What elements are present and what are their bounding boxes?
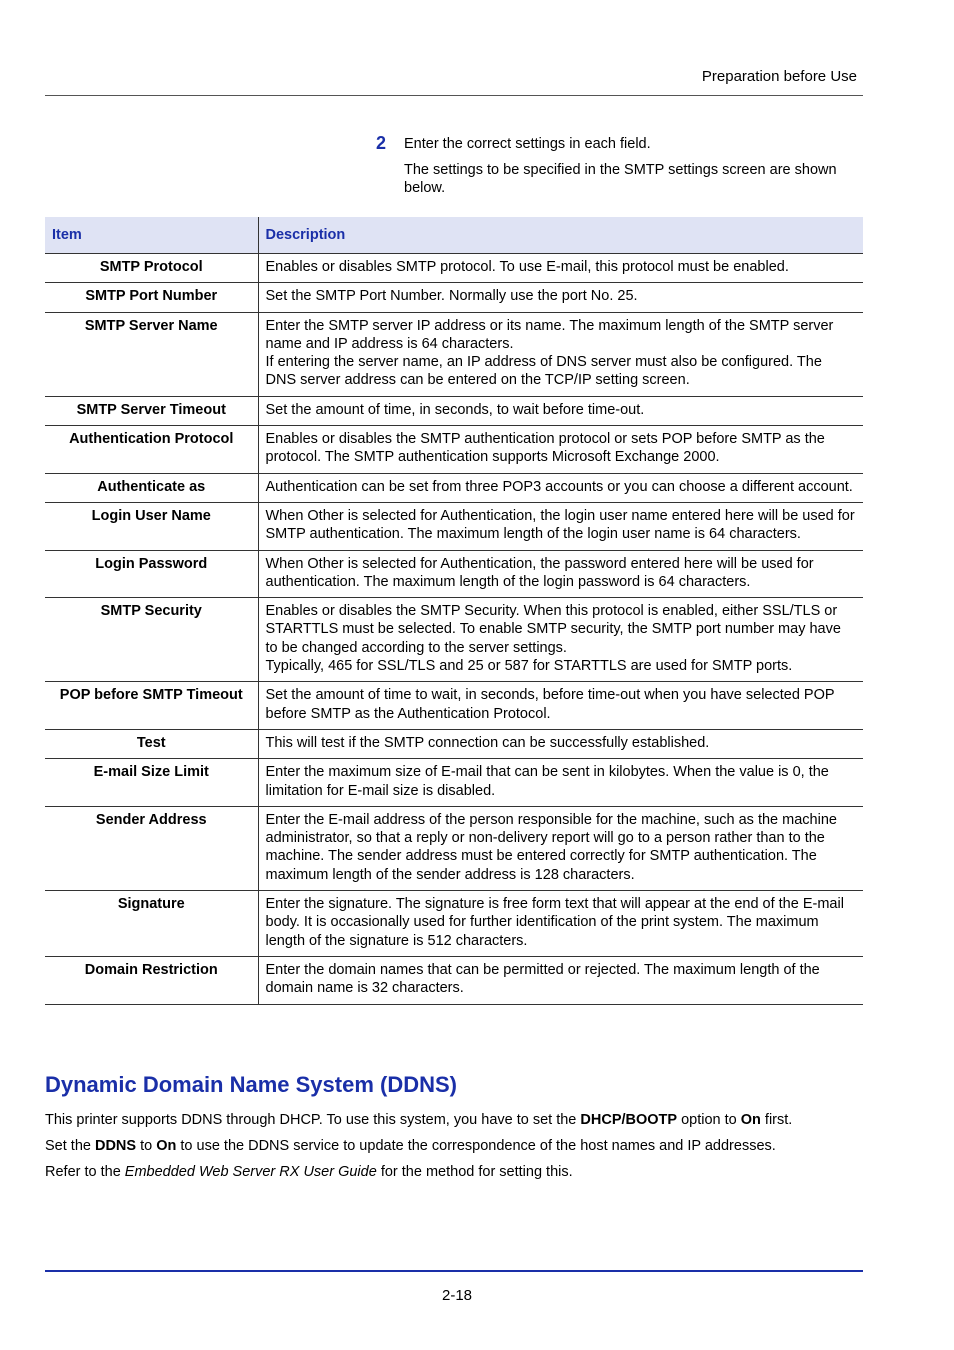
p1-text-a: This printer supports DDNS through DHCP. To use this system, you have to set the xyxy=(45,1112,581,1128)
p3-guide-title: Embedded Web Server RX User Guide xyxy=(124,1164,377,1180)
table-row xyxy=(45,598,863,682)
section-heading-ddns: Dynamic Domain Name System (DDNS) xyxy=(45,1072,458,1097)
header-divider xyxy=(45,95,863,96)
column-header-item: Item xyxy=(45,217,258,254)
running-header: Preparation before Use xyxy=(701,68,857,85)
table-row xyxy=(45,312,863,396)
smtp-settings-table xyxy=(45,217,863,1005)
column-header-description: Description xyxy=(258,217,863,254)
table-row xyxy=(45,426,863,474)
table-row xyxy=(45,550,863,598)
p3-text-c: for the method for setting this. xyxy=(376,1164,573,1180)
row-item-name: SMTP Server Name xyxy=(45,312,258,396)
row-item-name: E-mail Size Limit xyxy=(45,759,258,807)
row-item-name: Test xyxy=(45,729,258,758)
row-description: Set the amount of time to wait, in seconds, before time-out when you have selected POP before SMTP as the Authentication Protocol. xyxy=(258,682,863,730)
table-row xyxy=(45,473,863,502)
p2-text-c: to xyxy=(136,1138,157,1154)
table-row xyxy=(45,254,863,283)
row-description: Authentication can be set from three POP3 accounts or you can choose a different account. xyxy=(258,473,863,502)
step-note: The settings to be specified in the SMTP settings screen are shown below. xyxy=(404,162,837,196)
row-description: Set the amount of time, in seconds, to wait before time-out. xyxy=(258,396,863,425)
p1-text-e: first. xyxy=(760,1112,793,1128)
row-description: Enter the signature. The signature is free form text that will appear at the end of the E-mail body. It is occasionally used for further identification of the print system. The maximum length of the signature is 512 characters. xyxy=(258,891,863,957)
table-row xyxy=(45,759,863,807)
row-description: Set the SMTP Port Number. Normally use the port No. 25. xyxy=(258,283,863,312)
row-item-name: POP before SMTP Timeout xyxy=(45,682,258,730)
row-description: Enter the domain names that can be permitted or rejected. The maximum length of the domain name is 32 characters. xyxy=(258,956,863,1004)
table-row xyxy=(45,283,863,312)
table-header-row xyxy=(45,217,863,254)
row-description: Enables or disables SMTP protocol. To use E-mail, this protocol must be enabled. xyxy=(258,254,863,283)
row-description: Enter the maximum size of E-mail that can be sent in kilobytes. When the value is 0, the limitation for E-mail size is disabled. xyxy=(258,759,863,807)
table-body xyxy=(45,254,863,1005)
p2-on: On xyxy=(156,1138,177,1154)
step-instruction: Enter the correct settings in each field. xyxy=(404,136,651,152)
p1-dhcp-bootp: DHCP/BOOTP xyxy=(580,1112,678,1128)
table-row xyxy=(45,396,863,425)
row-description: Enables or disables the SMTP authentication protocol or sets POP before SMTP as the protocol. The SMTP authentication supports Microsoft Exchange 2000. xyxy=(258,426,863,474)
ddns-paragraph-2 xyxy=(45,1137,776,1155)
row-item-name: Signature xyxy=(45,891,258,957)
p1-on: On xyxy=(740,1112,761,1128)
row-description: Enter the E-mail address of the person responsible for the machine, such as the machine administrator, so that a reply or non-delivery report will go to a person rather than to the machine. The sender address must be entered correctly for SMTP authentication. The maximum length of the sender address is 128 characters. xyxy=(258,806,863,890)
row-item-name: SMTP Protocol xyxy=(45,254,258,283)
ddns-paragraph-3 xyxy=(45,1163,573,1181)
row-item-name: Domain Restriction xyxy=(45,956,258,1004)
step-number: 2 xyxy=(376,133,387,153)
footer-divider xyxy=(45,1270,863,1272)
row-item-name: Login User Name xyxy=(45,502,258,550)
table-row xyxy=(45,956,863,1004)
row-item-name: Login Password xyxy=(45,550,258,598)
p2-text-e: to use the DDNS service to update the correspondence of the host names and IP addresses. xyxy=(176,1138,776,1154)
table-row xyxy=(45,682,863,730)
p1-text-c: option to xyxy=(677,1112,741,1128)
table-row xyxy=(45,502,863,550)
ddns-paragraph-1 xyxy=(45,1111,792,1129)
p3-text-a: Refer to the xyxy=(45,1164,125,1180)
p2-ddns: DDNS xyxy=(94,1138,137,1154)
row-description: Enter the SMTP server IP address or its name. The maximum length of the SMTP server name and IP address is 64 characters. If entering the server name, an IP address of DNS server must also be configured. The DNS server address can be entered on the TCP/IP setting screen. xyxy=(258,312,863,396)
row-item-name: Authentication Protocol xyxy=(45,426,258,474)
row-item-name: Authenticate as xyxy=(45,473,258,502)
page-number: 2-18 xyxy=(441,1287,473,1304)
row-description: When Other is selected for Authentication, the password entered here will be used for authentication. The maximum length of the login password is 64 characters. xyxy=(258,550,863,598)
table-row xyxy=(45,806,863,890)
row-description: This will test if the SMTP connection can be successfully established. xyxy=(258,729,863,758)
row-item-name: SMTP Security xyxy=(45,598,258,682)
row-description: When Other is selected for Authentication, the login user name entered here will be used for SMTP authentication. The maximum length of the login user name is 64 characters. xyxy=(258,502,863,550)
table-row xyxy=(45,891,863,957)
row-item-name: SMTP Server Timeout xyxy=(45,396,258,425)
row-item-name: SMTP Port Number xyxy=(45,283,258,312)
row-description: Enables or disables the SMTP Security. When this protocol is enabled, either SSL/TLS or STARTTLS must be selected. To enable SMTP security, the SMTP port number may have to be changed according to the server settings. Typically, 465 for SSL/TLS and 25 or 587 for STARTTLS are used for SMTP ports. xyxy=(258,598,863,682)
row-item-name: Sender Address xyxy=(45,806,258,890)
table-row xyxy=(45,729,863,758)
p2-text-a: Set the xyxy=(45,1138,95,1154)
